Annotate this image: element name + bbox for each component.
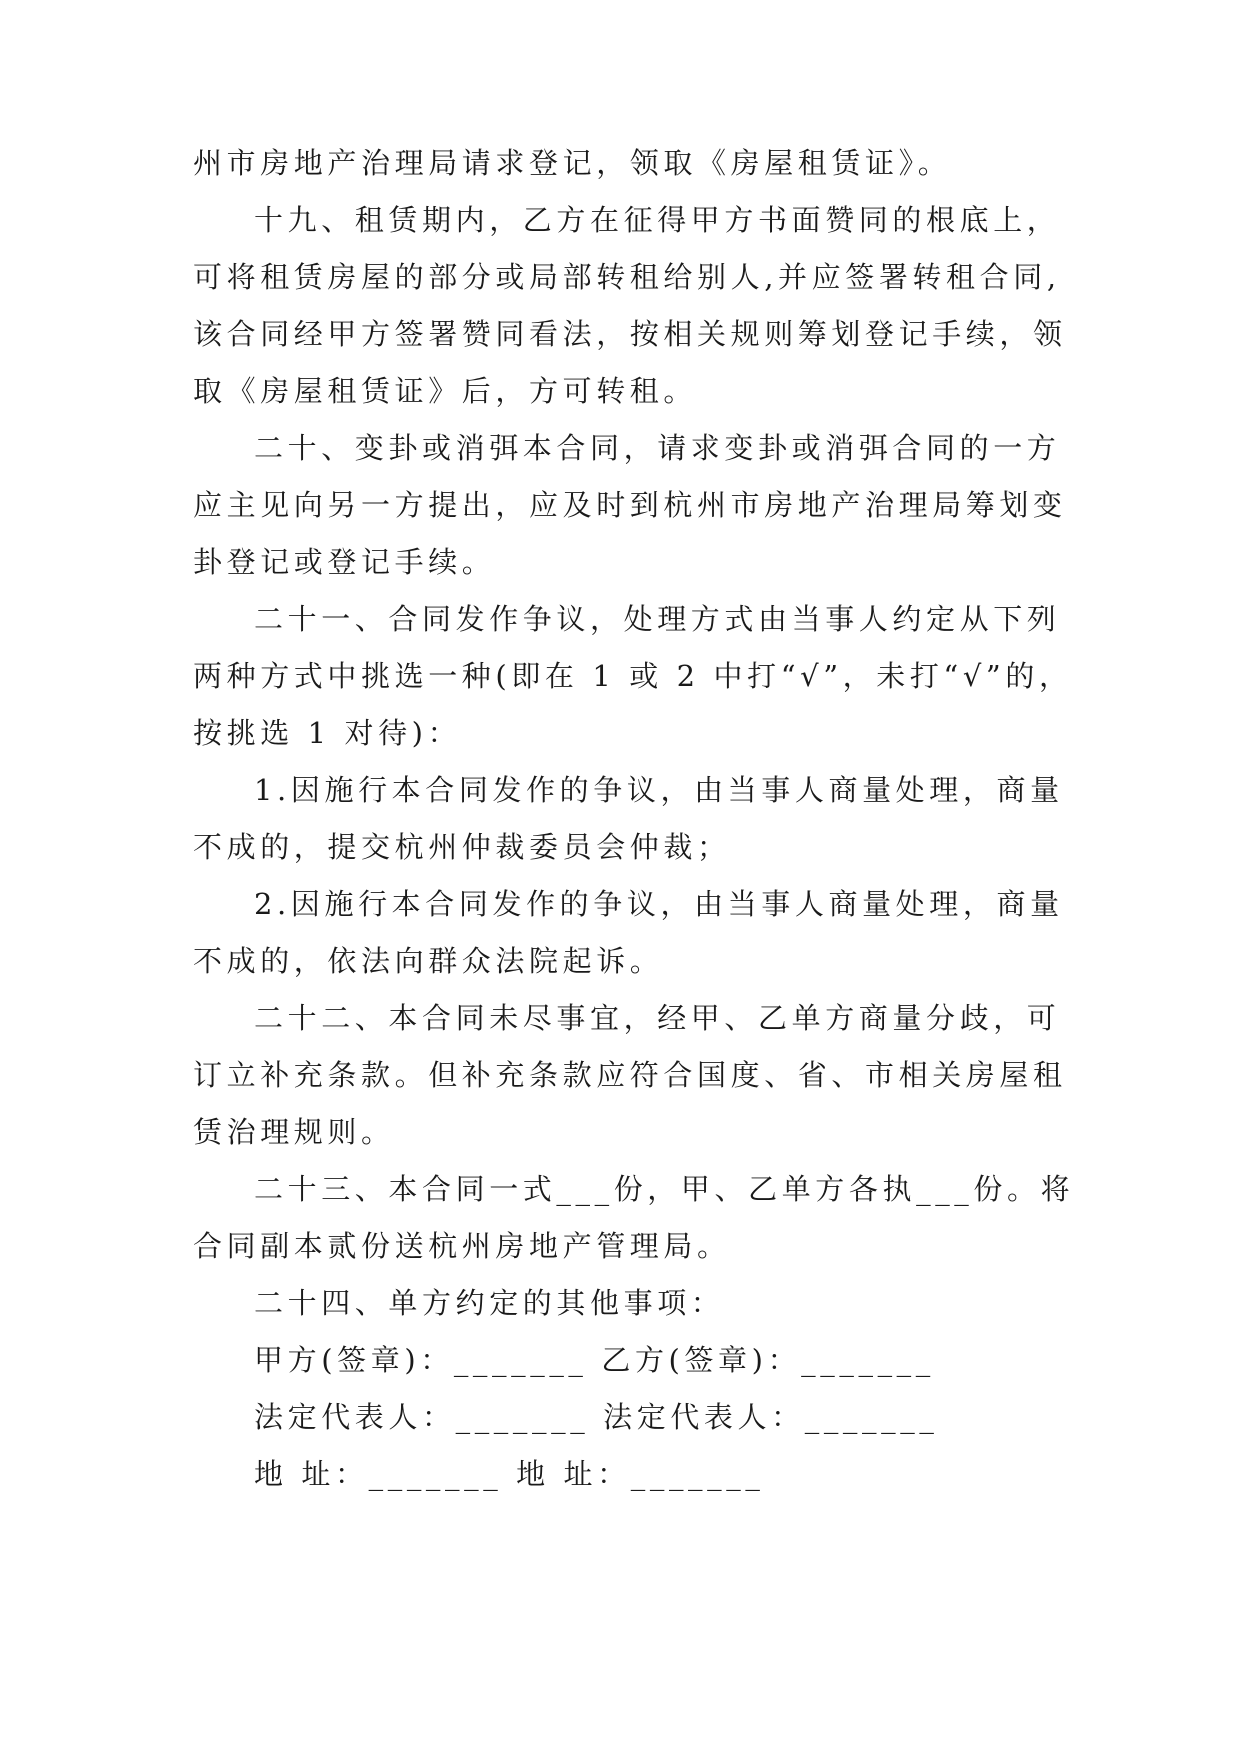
text-line: 不成的，提交杭州仲裁委员会仲裁； <box>193 830 731 864</box>
text-line: 卦登记或登记手续。 <box>193 545 496 579</box>
text-line: 不成的，依法向群众法院起诉。 <box>193 944 664 978</box>
clause-24: 二十四、单方约定的其他事项： <box>254 1286 725 1320</box>
text-line: 订立补充条款。但补充条款应符合国度、省、市相关房屋租 <box>193 1058 1067 1092</box>
signature-row-address: 地 址：_______ 地 址：_______ <box>254 1457 765 1491</box>
clause-22: 二十二、本合同未尽事宜，经甲、乙单方商量分歧，可 <box>254 1001 1061 1035</box>
text-line: 应主见向另一方提出，应及时到杭州市房地产治理局筹划变 <box>193 488 1067 522</box>
text-line: 两种方式中挑选一种(即在 1 或 2 中打“√”，未打“√”的， <box>193 659 1073 693</box>
clause-21: 二十一、合同发作争议，处理方式由当事人约定从下列 <box>254 602 1061 636</box>
text-line: 州市房地产治理局请求登记，领取《房屋租赁证》。 <box>193 146 952 180</box>
option-2: 2.因施行本合同发作的争议，由当事人商量处理，商量 <box>254 887 1064 921</box>
text-line: 按挑选 1 对待)： <box>193 716 462 750</box>
text-line: 该合同经甲方签署赞同看法，按相关规则筹划登记手续，领 <box>193 317 1067 351</box>
signature-row-representative: 法定代表人：_______ 法定代表人：_______ <box>254 1400 939 1434</box>
clause-23: 二十三、本合同一式___份，甲、乙单方各执___份。将 <box>254 1172 1075 1206</box>
clause-20: 二十、变卦或消弭本合同，请求变卦或消弭合同的一方 <box>254 431 1061 465</box>
text-line: 合同副本贰份送杭州房地产管理局。 <box>193 1229 731 1263</box>
signature-row-party: 甲方(签章)：_______ 乙方(签章)：_______ <box>254 1343 935 1377</box>
clause-19: 十九、租赁期内，乙方在征得甲方书面赞同的根底上， <box>254 203 1061 237</box>
text-line: 取《房屋租赁证》后，方可转租。 <box>193 374 698 408</box>
text-line: 赁治理规则。 <box>193 1115 395 1149</box>
option-1: 1.因施行本合同发作的争议，由当事人商量处理，商量 <box>254 773 1064 807</box>
text-line: 可将租赁房屋的部分或局部转租给别人,并应签署转租合同, <box>193 260 1061 294</box>
